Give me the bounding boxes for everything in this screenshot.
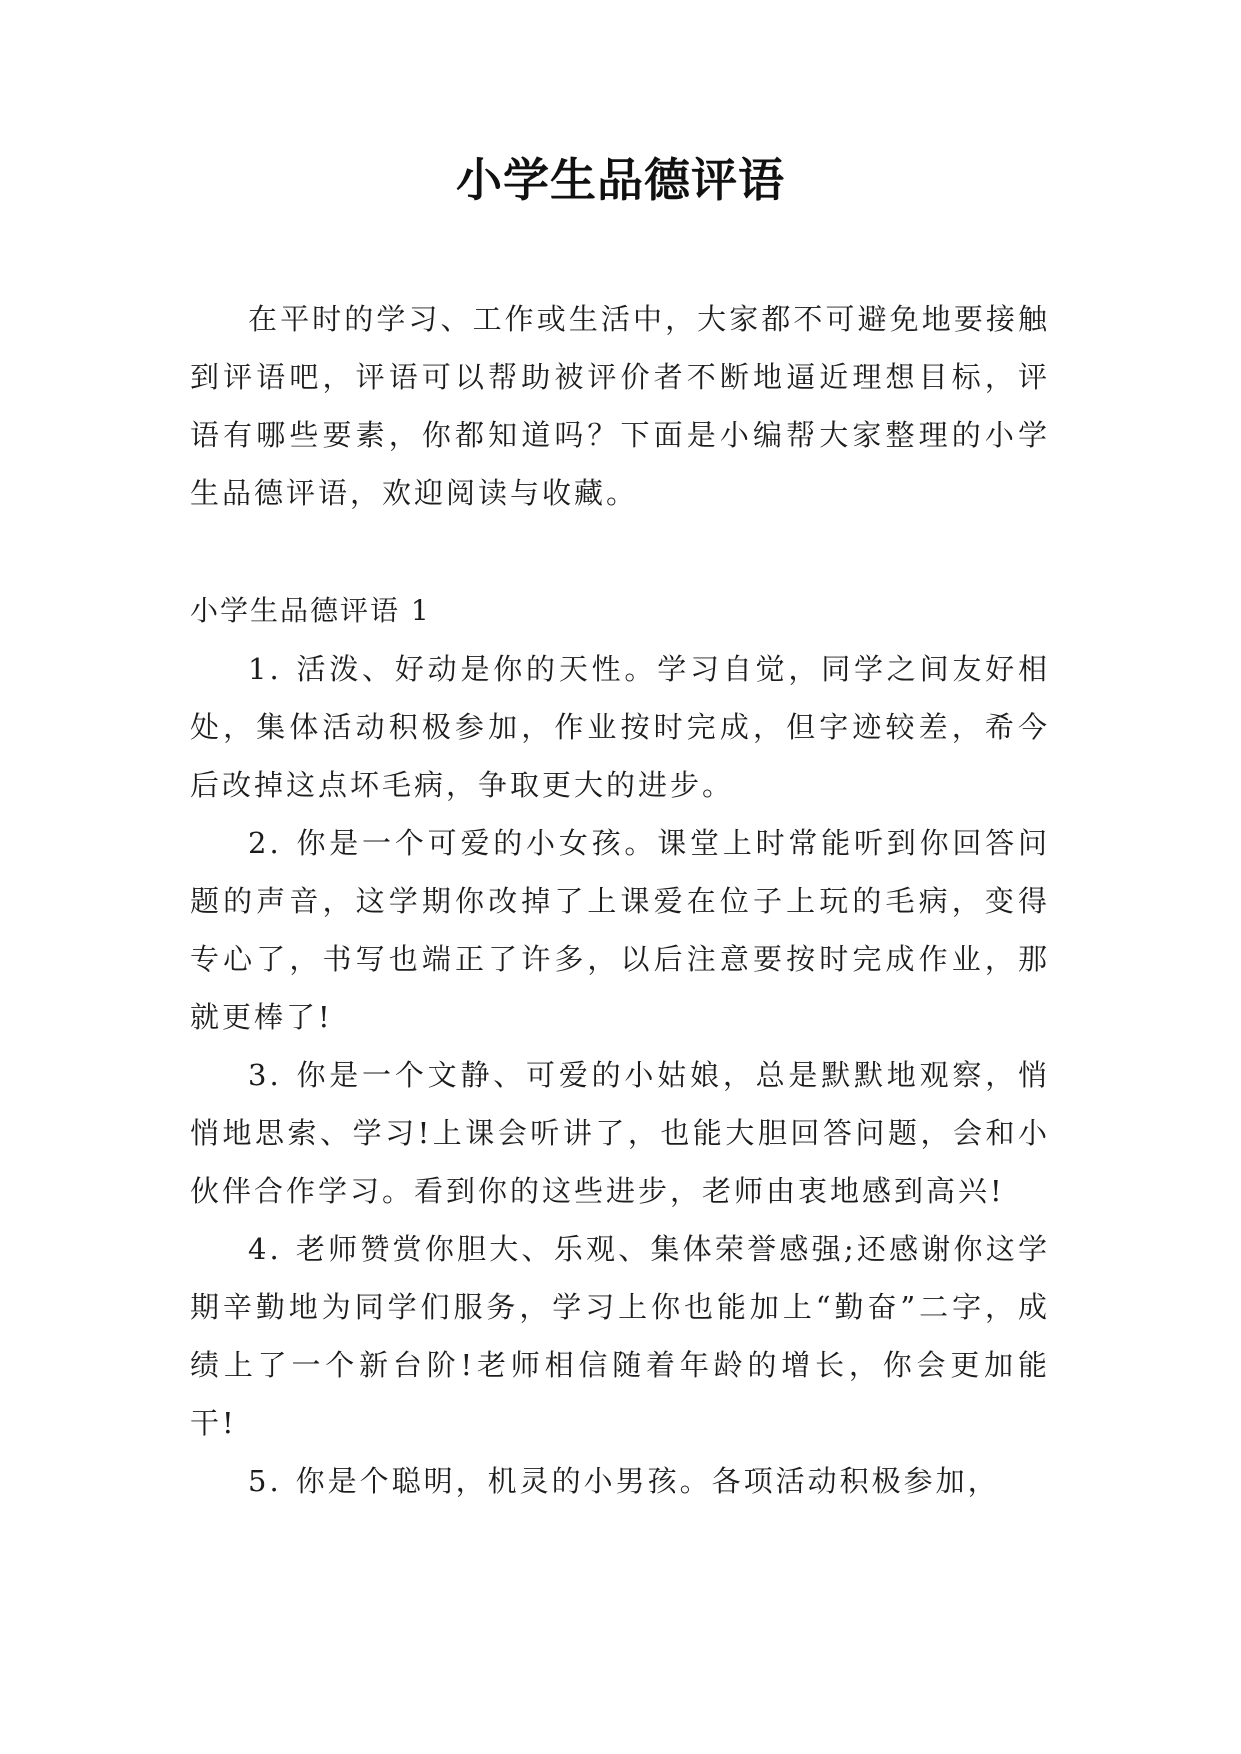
item-number: 2. bbox=[248, 826, 282, 860]
item-number: 5. bbox=[248, 1464, 282, 1498]
item-text: 活泼、好动是你的天性。学习自觉，同学之间友好相处，集体活动积极参加，作业按时完成，但字迹较差，希今后改掉这点坏毛病，争取更大的进步。 bbox=[190, 652, 1050, 802]
item-number: 1. bbox=[248, 652, 282, 686]
section-heading: 小学生品德评语 1 bbox=[190, 594, 431, 627]
item-number: 3. bbox=[248, 1058, 282, 1092]
comment-item bbox=[190, 1220, 1050, 1452]
intro-paragraph: 在平时的学习、工作或生活中，大家都不可避免地要接触到评语吧，评语可以帮助被评价者不断地逼近理想目标，评语有哪些要素，你都知道吗？下面是小编帮大家整理的小学生品德评语，欢迎阅读与收藏。 bbox=[190, 302, 1050, 510]
comment-item bbox=[190, 1452, 1050, 1510]
comment-section bbox=[190, 582, 1050, 1510]
comment-item bbox=[190, 814, 1050, 1046]
item-text: 老师赞赏你胆大、乐观、集体荣誉感强;还感谢你这学期辛勤地为同学们服务，学习上你也能加上“勤奋”二字，成绩上了一个新台阶!老师相信随着年龄的增长，你会更加能干! bbox=[190, 1232, 1050, 1440]
document-title: 小学生品德评语 bbox=[456, 153, 785, 207]
item-number: 4. bbox=[248, 1232, 282, 1266]
comment-item bbox=[190, 640, 1050, 814]
item-text: 你是一个文静、可爱的小姑娘，总是默默地观察，悄悄地思索、学习!上课会听讲了，也能大胆回答问题，会和小伙伴合作学习。看到你的这些进步，老师由衷地感到高兴! bbox=[190, 1058, 1050, 1208]
intro-block bbox=[190, 290, 1050, 522]
comment-item bbox=[190, 1046, 1050, 1220]
item-text: 你是一个可爱的小女孩。课堂上时常能听到你回答问题的声音，这学期你改掉了上课爱在位子上玩的毛病，变得专心了，书写也端正了许多，以后注意要按时完成作业，那就更棒了! bbox=[190, 826, 1050, 1034]
item-text: 你是个聪明，机灵的小男孩。各项活动积极参加， bbox=[295, 1464, 1000, 1498]
